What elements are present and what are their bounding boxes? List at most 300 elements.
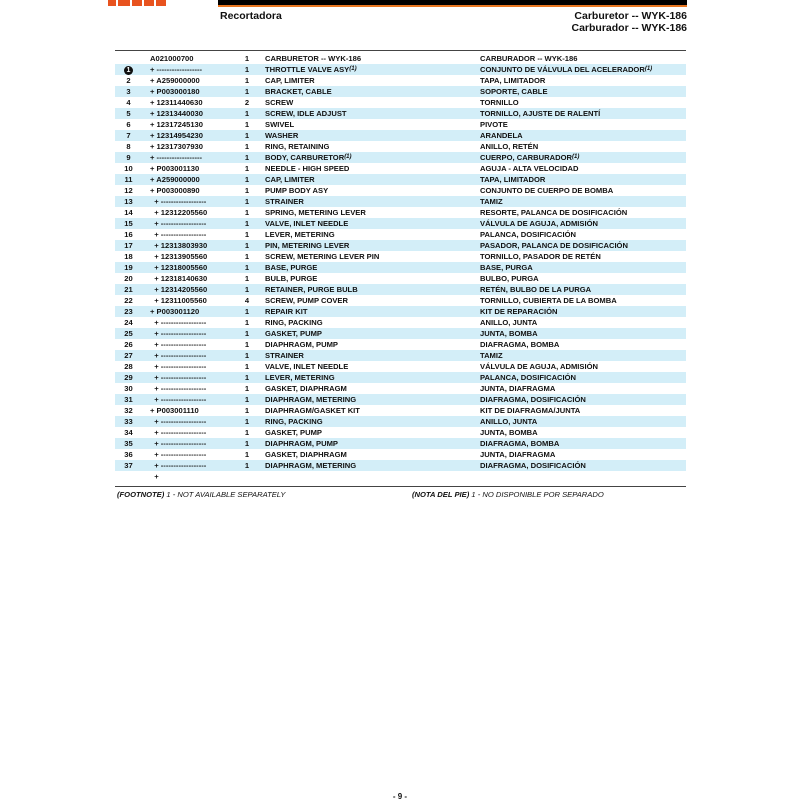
description-spanish xyxy=(480,295,617,306)
table-row xyxy=(115,185,686,196)
ref-number: 13 xyxy=(124,197,133,206)
quantity: 1 xyxy=(244,450,250,459)
description-english xyxy=(265,64,357,75)
quantity: 1 xyxy=(244,384,250,393)
footnote-spanish xyxy=(412,490,604,499)
table-row xyxy=(115,284,686,295)
description-english-text: GASKET, DIAPHRAGM xyxy=(265,384,347,393)
footnote-english xyxy=(117,490,285,499)
description-spanish-text: PASADOR, PALANCA DE DOSIFICACIÓN xyxy=(480,241,628,250)
description-spanish xyxy=(480,141,538,152)
ref-number: 22 xyxy=(124,296,133,305)
part-number: + 12318140630 xyxy=(150,274,208,283)
ref-number: 11 xyxy=(124,175,133,184)
description-english-text: DIAPHRAGM, METERING xyxy=(265,461,357,470)
part-number: + ------------------ xyxy=(150,340,207,349)
description-english-text: SCREW, METERING LEVER PIN xyxy=(265,252,380,261)
part-number: + P003001130 xyxy=(150,164,200,173)
description-spanish-text: ANILLO, RETÉN xyxy=(480,142,539,151)
description-english-text: SWIVEL xyxy=(265,120,295,129)
description-spanish xyxy=(480,405,580,416)
part-number: + 12314205560 xyxy=(150,285,208,294)
table-row xyxy=(115,273,686,284)
footnote-english-text: 1 - NOT AVAILABLE SEPARATELY xyxy=(166,490,286,499)
description-english-text: REPAIR KIT xyxy=(265,307,308,316)
part-number: + P003000180 xyxy=(150,87,200,96)
description-english-text: STRAINER xyxy=(265,197,304,206)
description-spanish-text: AGUJA - ALTA VELOCIDAD xyxy=(480,164,579,173)
quantity: 1 xyxy=(244,274,250,283)
table-row xyxy=(115,64,686,75)
footnote-english-label: (FOOTNOTE) xyxy=(117,490,165,499)
ref-number: 26 xyxy=(124,340,133,349)
table-row xyxy=(115,163,686,174)
description-spanish-text: CONJUNTO DE CUERPO DE BOMBA xyxy=(480,186,614,195)
description-spanish xyxy=(480,53,577,64)
description-english xyxy=(265,361,348,372)
part-number: + 12311005560 xyxy=(150,296,207,305)
ref-number: 37 xyxy=(124,461,133,470)
description-english xyxy=(265,53,361,64)
quantity: 1 xyxy=(244,175,250,184)
description-english xyxy=(265,97,293,108)
table-row xyxy=(115,328,686,339)
description-english-text: CAP, LIMITER xyxy=(265,76,315,85)
ref-number: 12 xyxy=(124,186,133,195)
description-english-text: BULB, PURGE xyxy=(265,274,318,283)
table-row xyxy=(115,196,686,207)
ref-number: 20 xyxy=(124,274,133,283)
description-english xyxy=(265,152,352,163)
part-number: + ------------------ xyxy=(150,329,207,338)
description-english-text: PIN, METERING LEVER xyxy=(265,241,350,250)
description-english xyxy=(265,416,323,427)
description-spanish xyxy=(480,64,652,75)
description-english-text: CARBURETOR -- WYK-186 xyxy=(265,54,362,63)
part-number: + ------------------ xyxy=(150,450,207,459)
description-spanish xyxy=(480,284,591,295)
quantity: 1 xyxy=(244,54,250,63)
ref-number: 2 xyxy=(126,76,131,85)
description-spanish xyxy=(480,273,539,284)
part-number: + ------------------ xyxy=(150,351,207,360)
description-english-text: NEEDLE - HIGH SPEED xyxy=(265,164,350,173)
ref-number: 27 xyxy=(124,351,133,360)
description-spanish-text: TORNILLO, PASADOR DE RETÉN xyxy=(480,252,601,261)
ref-number: 16 xyxy=(124,230,133,239)
description-english-text: LEVER, METERING xyxy=(265,373,335,382)
ref-number: 31 xyxy=(124,395,133,404)
quantity: 4 xyxy=(244,296,250,305)
quantity: 1 xyxy=(244,285,250,294)
part-number: + ------------------ xyxy=(150,362,207,371)
quantity: 1 xyxy=(244,252,250,261)
description-english xyxy=(265,449,347,460)
table-bottom-rule xyxy=(115,486,686,487)
quantity: 1 xyxy=(244,373,250,382)
description-english-text: DIAPHRAGM, METERING xyxy=(265,395,357,404)
page-number: - 9 - xyxy=(392,792,408,801)
description-spanish-text: RETÉN, BULBO DE LA PURGA xyxy=(480,285,592,294)
description-spanish xyxy=(480,185,613,196)
description-english-text: BRACKET, CABLE xyxy=(265,87,332,96)
ref-number: 17 xyxy=(124,241,133,250)
description-spanish-text: PALANCA, DOSIFICACIÓN xyxy=(480,373,577,382)
description-english-text: SCREW, IDLE ADJUST xyxy=(265,109,347,118)
table-row xyxy=(115,383,686,394)
description-spanish xyxy=(480,449,555,460)
table-row xyxy=(115,394,686,405)
description-english xyxy=(265,350,304,361)
page-subtitle: Recortadora xyxy=(220,10,282,22)
ref-number: 5 xyxy=(126,109,131,118)
part-number: + ------------------ xyxy=(150,461,207,470)
description-spanish-text: CUERPO, CARBURADOR xyxy=(480,153,572,162)
description-english-text: BASE, PURGE xyxy=(265,263,318,272)
description-english-text: THROTTLE VALVE ASY xyxy=(265,65,350,74)
quantity: 2 xyxy=(244,98,250,107)
description-spanish-text: BASE, PURGA xyxy=(480,263,533,272)
quantity: 1 xyxy=(244,87,250,96)
description-english-text: SPRING, METERING LEVER xyxy=(265,208,366,217)
part-number: + ------------------ xyxy=(150,153,203,162)
quantity: 1 xyxy=(244,395,250,404)
part-number: + 12311440630 xyxy=(150,98,203,107)
description-spanish-text: TAPA, LIMITADOR xyxy=(480,175,546,184)
quantity: 1 xyxy=(244,351,250,360)
description-english xyxy=(265,383,347,394)
description-spanish xyxy=(480,97,519,108)
table-row xyxy=(115,405,686,416)
description-english xyxy=(265,394,356,405)
part-number: + 12318005560 xyxy=(150,263,208,272)
description-english xyxy=(265,339,338,350)
description-english xyxy=(265,284,358,295)
description-spanish-text: JUNTA, BOMBA xyxy=(480,428,538,437)
table-row xyxy=(115,218,686,229)
description-spanish xyxy=(480,427,538,438)
description-spanish xyxy=(480,460,586,471)
description-spanish-text: ARANDELA xyxy=(480,131,523,140)
description-spanish-text: CONJUNTO DE VÁLVULA DEL ACELERADOR xyxy=(480,65,645,74)
description-spanish-text: CARBURADOR -- WYK-186 xyxy=(480,54,578,63)
table-row xyxy=(115,53,686,64)
description-english xyxy=(265,438,338,449)
description-spanish xyxy=(480,317,537,328)
description-english xyxy=(265,196,304,207)
ref-number: 36 xyxy=(124,450,133,459)
quantity: 1 xyxy=(244,340,250,349)
ref-number: 33 xyxy=(124,417,133,426)
description-spanish xyxy=(480,240,628,251)
description-english-text: PUMP BODY ASY xyxy=(265,186,329,195)
description-spanish-text: ANILLO, JUNTA xyxy=(480,318,538,327)
quantity: 1 xyxy=(244,153,250,162)
description-english-text: RETAINER, PURGE BULB xyxy=(265,285,358,294)
description-english xyxy=(265,185,328,196)
ref-number: 23 xyxy=(124,307,133,316)
part-number: + P003001120 xyxy=(150,307,200,316)
description-spanish-text: TAPA, LIMITADOR xyxy=(480,76,546,85)
part-number: + 12313905560 xyxy=(150,252,208,261)
description-english xyxy=(265,262,317,273)
description-english-text: GASKET, PUMP xyxy=(265,428,322,437)
description-english xyxy=(265,86,332,97)
ref-number-circle: 1 xyxy=(124,66,133,75)
description-spanish xyxy=(480,361,598,372)
description-english xyxy=(265,372,335,383)
quantity: 1 xyxy=(244,76,250,85)
part-number: + A259000000 xyxy=(150,76,200,85)
page-title-spanish: Carburador -- WYK-186 xyxy=(571,22,687,34)
part-number: + ------------------ xyxy=(150,428,207,437)
part-number: + 12314954230 xyxy=(150,131,204,140)
description-spanish xyxy=(480,86,548,97)
quantity: 1 xyxy=(244,197,250,206)
ref-number: 35 xyxy=(124,439,133,448)
description-spanish-text: KIT DE REPARACIÓN xyxy=(480,307,558,316)
brand-logo xyxy=(108,0,166,6)
part-number: + ------------------ xyxy=(150,417,207,426)
quantity: 1 xyxy=(244,109,250,118)
description-spanish-text: DIAFRAGMA, BOMBA xyxy=(480,340,560,349)
quantity: 1 xyxy=(244,417,250,426)
description-english xyxy=(265,141,329,152)
description-english xyxy=(265,405,360,416)
table-row xyxy=(115,141,686,152)
description-english-text: DIAPHRAGM, PUMP xyxy=(265,340,338,349)
description-spanish xyxy=(480,75,545,86)
footnote-spanish-text: 1 - NO DISPONIBLE POR SEPARADO xyxy=(471,490,604,499)
description-english-text: STRAINER xyxy=(265,351,304,360)
ref-number: 24 xyxy=(124,318,133,327)
description-english xyxy=(265,75,315,86)
description-spanish xyxy=(480,163,578,174)
description-spanish-text: TORNILLO, CUBIERTA DE LA BOMBA xyxy=(480,296,617,305)
description-spanish-text: BULBO, PURGA xyxy=(480,274,539,283)
description-english-text: VALVE, INLET NEEDLE xyxy=(265,362,349,371)
description-spanish xyxy=(480,350,503,361)
description-english xyxy=(265,108,347,119)
description-english-text: VALVE, INLET NEEDLE xyxy=(265,219,349,228)
description-spanish-text: VÁLVULA DE AGUJA, ADMISIÓN xyxy=(480,219,598,228)
description-english-text: BODY, CARBURETOR xyxy=(265,153,345,162)
quantity: 1 xyxy=(244,65,250,74)
quantity: 1 xyxy=(244,362,250,371)
footnote-marker: (1) xyxy=(349,66,357,72)
description-english-text: RING, PACKING xyxy=(265,417,323,426)
ref-number: 4 xyxy=(126,98,131,107)
table-row xyxy=(115,471,686,482)
description-english xyxy=(265,130,298,141)
quantity: 1 xyxy=(244,439,250,448)
part-number: + ------------------ xyxy=(150,439,207,448)
description-english xyxy=(265,251,379,262)
description-english xyxy=(265,218,348,229)
ref-number: 18 xyxy=(124,252,133,261)
quantity: 1 xyxy=(244,120,250,129)
description-english-text: RING, RETAINING xyxy=(265,142,330,151)
description-spanish-text: DIAFRAGMA, DOSIFICACIÓN xyxy=(480,395,586,404)
table-row xyxy=(115,372,686,383)
part-number: + 12317307930 xyxy=(150,142,204,151)
description-english xyxy=(265,229,335,240)
table-row xyxy=(115,361,686,372)
table-row xyxy=(115,97,686,108)
description-spanish xyxy=(480,339,559,350)
description-spanish-text: DIAFRAGMA, BOMBA xyxy=(480,439,560,448)
description-english-text: WASHER xyxy=(265,131,299,140)
ref-number: 7 xyxy=(126,131,131,140)
quantity: 1 xyxy=(244,428,250,437)
description-spanish-text: RESORTE, PALANCA DE DOSIFICACIÓN xyxy=(480,208,628,217)
description-spanish xyxy=(480,130,523,141)
ref-number: 19 xyxy=(124,263,133,272)
ref-number: 8 xyxy=(126,142,131,151)
quantity: 1 xyxy=(244,406,250,415)
description-spanish xyxy=(480,229,576,240)
ref-number: 21 xyxy=(124,285,133,294)
description-spanish-text: PIVOTE xyxy=(480,120,508,129)
description-english-text: DIAPHRAGM/GASKET KIT xyxy=(265,406,360,415)
table-row xyxy=(115,449,686,460)
description-spanish-text: TORNILLO, AJUSTE DE RALENTÍ xyxy=(480,109,601,118)
description-english-text: LEVER, METERING xyxy=(265,230,335,239)
description-english-text: GASKET, PUMP xyxy=(265,329,322,338)
footnote-marker: (1) xyxy=(644,66,653,72)
description-spanish xyxy=(480,372,576,383)
description-spanish-text: SOPORTE, CABLE xyxy=(480,87,548,96)
description-english xyxy=(265,317,323,328)
table-top-rule xyxy=(115,50,686,51)
quantity: 1 xyxy=(244,142,250,151)
footnote-marker: (1) xyxy=(344,154,352,160)
part-number: + ------------------ xyxy=(150,318,207,327)
ref-number: 14 xyxy=(124,208,133,217)
description-spanish-text: TAMIZ xyxy=(480,351,503,360)
table-row xyxy=(115,152,686,163)
quantity: 1 xyxy=(244,186,250,195)
ref-number: 9 xyxy=(126,153,131,162)
part-number: + ------------------ xyxy=(150,65,203,74)
description-english xyxy=(265,240,349,251)
description-english xyxy=(265,328,322,339)
description-english xyxy=(265,163,349,174)
description-english xyxy=(265,427,322,438)
description-spanish xyxy=(480,251,601,262)
quantity: 1 xyxy=(244,307,250,316)
table-row xyxy=(115,317,686,328)
quantity: 1 xyxy=(244,263,250,272)
part-number: + ------------------ xyxy=(150,219,207,228)
part-number: + A259000000 xyxy=(150,175,200,184)
part-number: + ------------------ xyxy=(150,373,207,382)
quantity: 1 xyxy=(244,164,250,173)
ref-number: 29 xyxy=(124,373,133,382)
description-spanish-text: TORNILLO xyxy=(480,98,519,107)
part-number: + 12317245130 xyxy=(150,120,204,129)
table-row xyxy=(115,174,686,185)
footnote-spanish-label: (NOTA DEL PIE) xyxy=(412,490,470,499)
table-row xyxy=(115,207,686,218)
description-spanish xyxy=(480,306,558,317)
table-row xyxy=(115,108,686,119)
header-accent-bar xyxy=(218,5,687,7)
part-number: + P003000890 xyxy=(150,186,200,195)
table-row xyxy=(115,427,686,438)
description-spanish-text: ANILLO, JUNTA xyxy=(480,417,538,426)
description-english xyxy=(265,295,348,306)
table-row xyxy=(115,262,686,273)
description-english-text: GASKET, DIAPHRAGM xyxy=(265,450,347,459)
footnote-marker: (1) xyxy=(571,154,580,160)
description-spanish-text: PALANCA, DOSIFICACIÓN xyxy=(480,230,577,239)
quantity: 1 xyxy=(244,318,250,327)
quantity: 1 xyxy=(244,230,250,239)
table-row xyxy=(115,350,686,361)
table-row xyxy=(115,229,686,240)
ref-number: 30 xyxy=(124,384,133,393)
parts-table xyxy=(115,53,686,482)
part-number: + P003001110 xyxy=(150,406,199,415)
part-number: + xyxy=(150,472,159,481)
ref-number: 6 xyxy=(126,120,131,129)
description-english-text: RING, PACKING xyxy=(265,318,323,327)
part-number: + ------------------ xyxy=(150,197,207,206)
description-english-text: DIAPHRAGM, PUMP xyxy=(265,439,338,448)
description-spanish-text: KIT DE DIAFRAGMA/JUNTA xyxy=(480,406,581,415)
description-english-text: SCREW xyxy=(265,98,294,107)
part-number: A021000700 xyxy=(150,54,194,63)
description-spanish-text: TAMIZ xyxy=(480,197,503,206)
description-spanish xyxy=(480,207,627,218)
part-number: + 12312205560 xyxy=(150,208,208,217)
description-spanish xyxy=(480,416,537,427)
description-spanish xyxy=(480,328,538,339)
table-row xyxy=(115,240,686,251)
table-row xyxy=(115,251,686,262)
ref-number: 15 xyxy=(124,219,133,228)
description-spanish xyxy=(480,383,555,394)
table-row xyxy=(115,339,686,350)
table-row xyxy=(115,438,686,449)
quantity: 1 xyxy=(244,329,250,338)
description-english xyxy=(265,174,315,185)
table-row xyxy=(115,86,686,97)
description-english xyxy=(265,207,366,218)
quantity: 1 xyxy=(244,241,250,250)
description-spanish xyxy=(480,152,579,163)
table-row xyxy=(115,119,686,130)
description-spanish xyxy=(480,174,545,185)
ref-number: 32 xyxy=(124,406,133,415)
description-english-text: SCREW, PUMP COVER xyxy=(265,296,348,305)
quantity: 1 xyxy=(244,461,250,470)
ref-number: 25 xyxy=(124,329,133,338)
description-spanish-text: JUNTA, DIAFRAGMA xyxy=(480,384,556,393)
table-row xyxy=(115,75,686,86)
description-spanish-text: DIAFRAGMA, DOSIFICACIÓN xyxy=(480,461,586,470)
part-number: + ------------------ xyxy=(150,230,207,239)
quantity: 1 xyxy=(244,131,250,140)
table-row xyxy=(115,306,686,317)
description-english xyxy=(265,273,317,284)
description-english xyxy=(265,119,294,130)
part-number: + ------------------ xyxy=(150,395,207,404)
description-english xyxy=(265,460,356,471)
quantity: 1 xyxy=(244,219,250,228)
description-spanish-text: JUNTA, BOMBA xyxy=(480,329,538,338)
